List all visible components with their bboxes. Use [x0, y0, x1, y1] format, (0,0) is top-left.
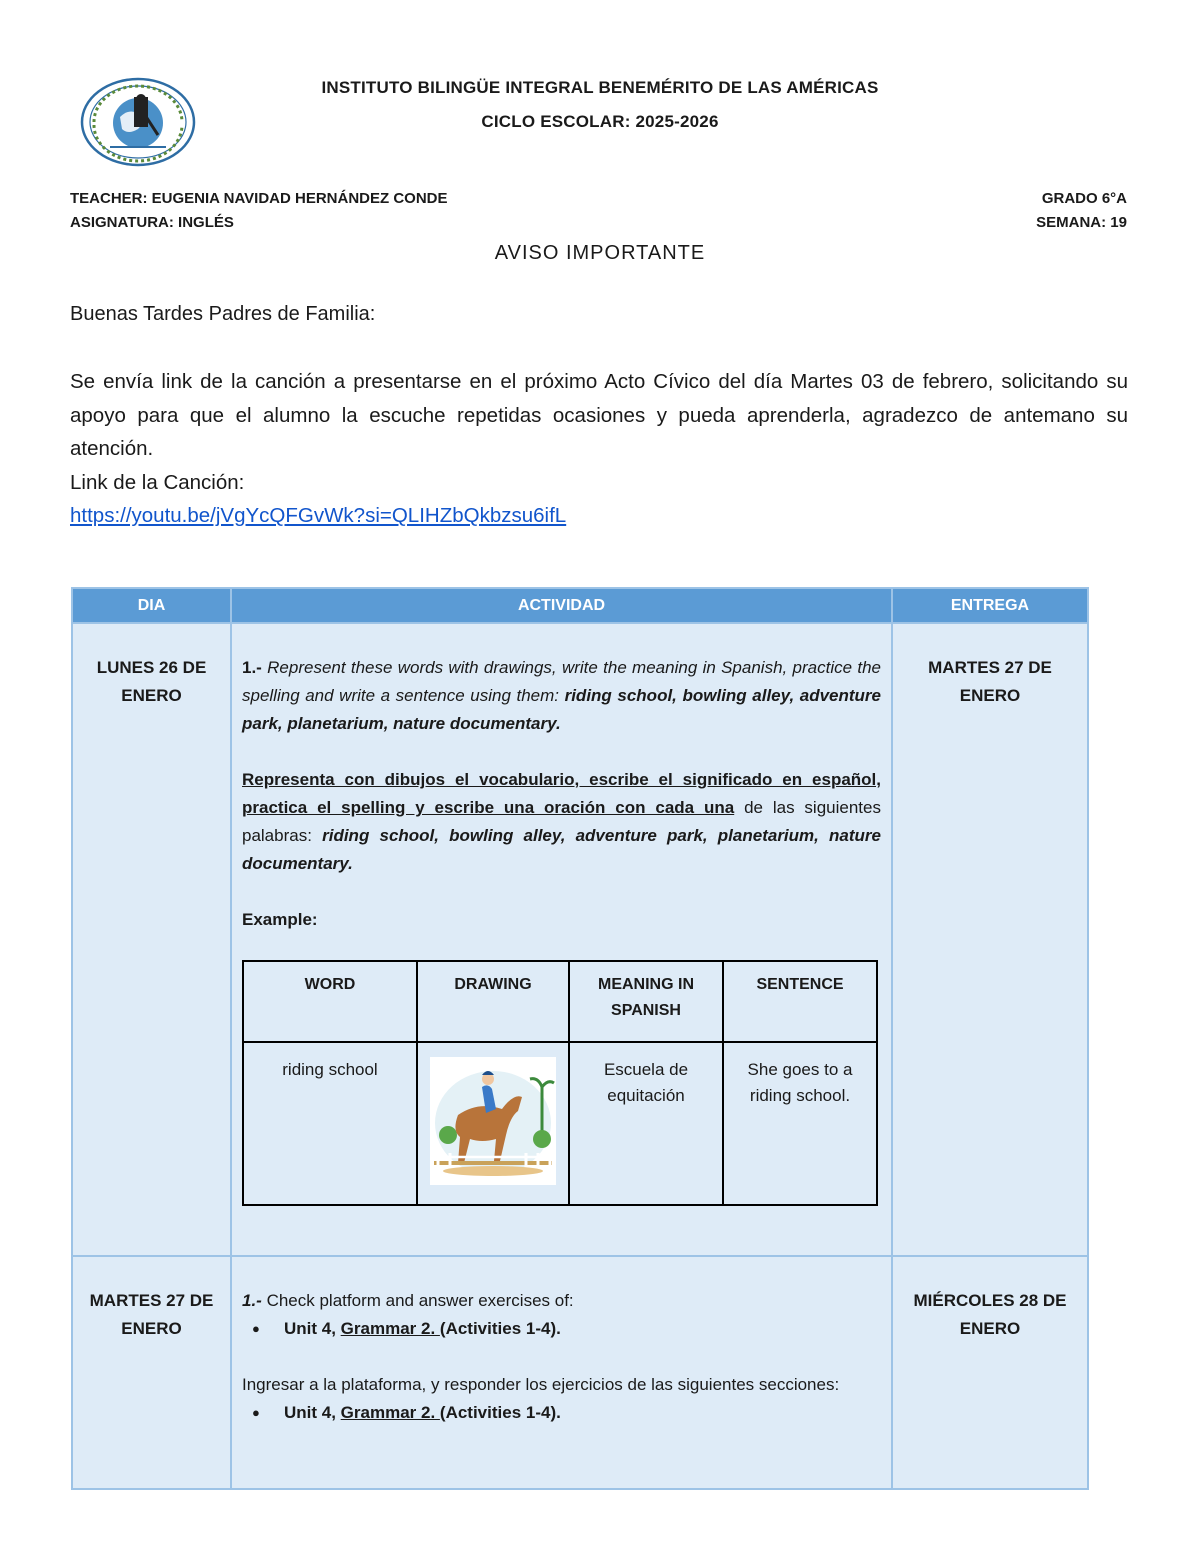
week-label: SEMANA: 19 — [1036, 214, 1127, 231]
row2-es-instruction: Ingresar a la plataforma, y responder los ejercicios de las siguientes secciones: — [242, 1375, 840, 1394]
grade-label: GRADO 6°A — [1041, 190, 1127, 207]
example-header-drawing: DRAWING — [417, 961, 569, 1042]
example-header-word: WORD — [243, 961, 417, 1042]
link-label: Link de la Canción: — [70, 470, 245, 494]
header-activity: ACTIVIDAD — [231, 588, 892, 623]
table-row — [72, 623, 1088, 1256]
row1-day: LUNES 26 DE ENERO — [72, 623, 231, 1256]
school-cycle: CICLO ESCOLAR: 2025-2026 — [481, 112, 719, 131]
table-row — [72, 1256, 1088, 1489]
header-delivery: ENTREGA — [892, 588, 1088, 623]
song-link[interactable]: https://youtu.be/jVgYcQFGvWk?si=QLIHZbQkbzsu6ifL — [70, 504, 567, 527]
example-meaning: Escuela de equitación — [569, 1042, 723, 1205]
row1-en-instruction: Represent these words with drawings, write the meaning in Spanish, practice the spelling and write a sentence using them: — [242, 658, 881, 705]
row1-activity — [231, 623, 892, 1256]
example-header-sentence: SENTENCE — [723, 961, 877, 1042]
row1-es-instruction: Representa con dibujos el vocabulario, escribe el significado en español, practica el spelling y escribe una oración con cada una — [242, 770, 881, 817]
row1-delivery: MARTES 27 DE ENERO — [892, 623, 1088, 1256]
teacher-name: TEACHER: EUGENIA NAVIDAD HERNÁNDEZ CONDE — [70, 190, 448, 207]
row1-es-words: riding school, bowling alley, adventure park, planetarium, nature documentary. — [242, 826, 881, 873]
example-word: riding school — [243, 1042, 417, 1205]
notice-paragraph: Se envía link de la canción a presentarse en el próximo Acto Cívico del día Martes 03 de febrero, solicitando su apoyo para que el alumno la escuche repetidas ocasiones y pueda aprenderla, agradezco de antemano su atención. — [70, 370, 1128, 460]
row2-activity — [231, 1256, 892, 1489]
header-day: DIA — [72, 588, 231, 623]
greeting: Buenas Tardes Padres de Familia: — [70, 303, 376, 325]
example-header-meaning: MEANING IN SPANISH — [569, 961, 723, 1042]
row1-es-rest: de las siguientes palabras: — [242, 798, 881, 845]
list-item: ● Unit 4, Grammar 2. (Activities 1-4). — [284, 1399, 881, 1427]
row2-num: 1.- — [242, 1291, 262, 1310]
notice-title: AVISO IMPORTANTE — [494, 242, 706, 264]
list-item: ● Unit 4, Grammar 2. (Activities 1-4). — [284, 1315, 881, 1343]
example-label: Example: — [242, 910, 318, 929]
row1-num: 1.- — [242, 658, 262, 677]
row2-delivery: MIÉRCOLES 28 DE ENERO — [892, 1256, 1088, 1489]
row2-unit-list-es — [242, 1399, 881, 1427]
horse-rider-illustration — [430, 1057, 556, 1185]
subject-name: ASIGNATURA: INGLÉS — [70, 214, 234, 231]
row2-en-instruction: Check platform and answer exercises of: — [261, 1291, 574, 1310]
row1-en-words: riding school, bowling alley, adventure park, planetarium, nature documentary. — [242, 686, 881, 733]
example-drawing — [417, 1042, 569, 1205]
institution-name: INSTITUTO BILINGÜE INTEGRAL BENEMÉRITO DE LAS AMÉRICAS — [321, 78, 879, 97]
activities-table — [71, 587, 1089, 1490]
row2-unit-list-en — [242, 1315, 881, 1343]
notice-body — [70, 365, 1128, 533]
row2-day: MARTES 27 DE ENERO — [72, 1256, 231, 1489]
example-table — [242, 960, 878, 1206]
example-sentence: She goes to a riding school. — [723, 1042, 877, 1205]
